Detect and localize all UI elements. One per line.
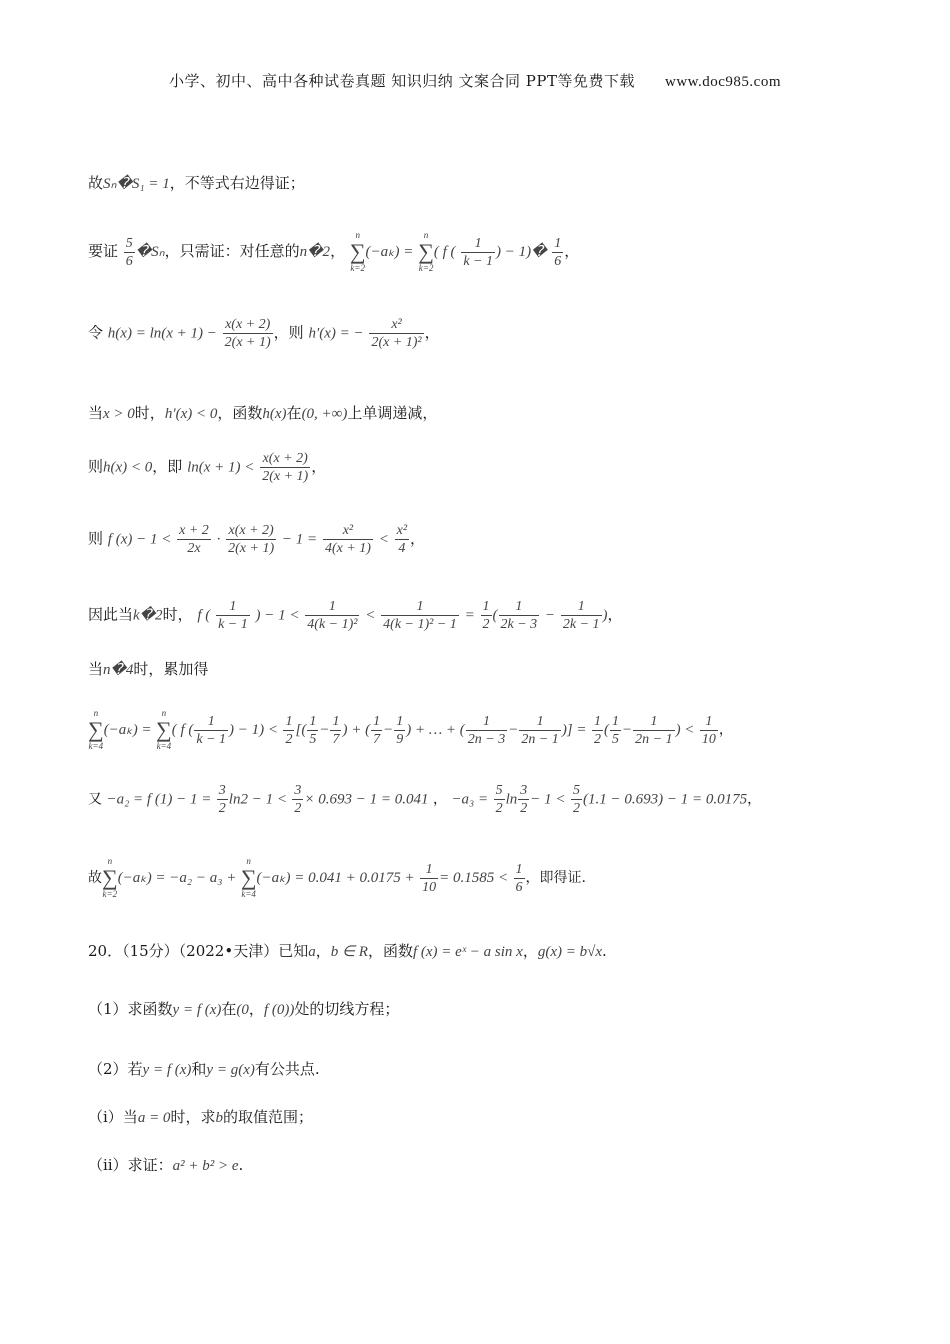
text: 的取值范围； [222, 1108, 313, 1126]
fraction [700, 713, 718, 748]
text: ， [718, 722, 733, 738]
sum-lower: k=2 [350, 263, 365, 273]
summation [418, 230, 434, 274]
proof-line-9 [88, 708, 890, 752]
text: 要证 [88, 242, 119, 260]
math: x > 0 [103, 406, 135, 422]
numerator: 1 [499, 598, 540, 616]
math: a = 0 [137, 1110, 171, 1126]
denominator: 2 [294, 801, 302, 816]
denominator: 10 [422, 879, 437, 895]
math: ) − 1)� [496, 244, 547, 260]
denominator: 2 [495, 801, 503, 816]
math: h′(x) < 0 [164, 406, 218, 422]
math: < [365, 607, 376, 624]
proof-line-2 [88, 230, 890, 274]
summation [102, 856, 118, 900]
denominator: 2 [285, 731, 293, 747]
numerator: x(x + 2) [226, 522, 276, 540]
page-header [0, 70, 950, 91]
text: 上单调递减， [347, 404, 438, 422]
math: a² + b² > e [172, 1158, 239, 1174]
numerator: 1 [554, 235, 562, 251]
text: ， [607, 605, 623, 624]
denominator: 2 [482, 617, 490, 632]
denominator: 2 [520, 801, 528, 816]
denominator: 2(x + 1)² [371, 335, 422, 350]
denominator: 2 [572, 801, 580, 816]
fraction [323, 522, 373, 557]
math: h(x) < 0 [103, 459, 153, 476]
math: ) − 1 < [255, 607, 300, 624]
sigma-symbol: ∑ [418, 239, 434, 264]
math: f ( [197, 607, 211, 624]
numerator: 1 [332, 713, 340, 729]
text: 时，求 [170, 1108, 216, 1126]
math: (−aₖ) = 0.041 + 0.0175 + [256, 870, 415, 886]
math: (−aₖ) = [103, 722, 152, 738]
fraction [494, 782, 505, 817]
numerator: x(x + 2) [223, 316, 273, 334]
sum-lower: k=2 [102, 889, 118, 899]
fraction [610, 713, 621, 748]
math: (−aₖ) = −a₂ − a₃ + [117, 870, 237, 886]
fraction [481, 598, 492, 633]
math: − [544, 607, 556, 624]
denominator: 2 [593, 731, 601, 747]
summation [156, 708, 172, 752]
denominator: 7 [332, 731, 340, 747]
denominator: 5 [611, 731, 619, 747]
summation [88, 708, 104, 752]
text: 令 [88, 323, 104, 342]
math: b ∈ R [330, 944, 368, 960]
text: 有公共点. [254, 1060, 320, 1078]
sum-lower: k=4 [156, 741, 172, 751]
denominator: k − 1 [196, 731, 227, 747]
denominator: k − 1 [218, 617, 248, 632]
text: 20．（15分）（2022•天津）已知 [88, 942, 309, 960]
fraction [394, 713, 405, 748]
math: g(x) = b√x [537, 944, 603, 960]
numerator: 3 [294, 783, 302, 798]
math: − [319, 722, 330, 738]
text: ， [522, 942, 538, 960]
text: （ⅰ）当 [88, 1108, 138, 1126]
math: h′(x) = − [308, 325, 364, 342]
text: 处的切线方程； [294, 1000, 400, 1018]
denominator: 9 [396, 731, 404, 747]
proof-line-11 [88, 856, 890, 900]
math: − [508, 722, 519, 738]
denominator: 4(k − 1)² [307, 617, 358, 632]
math: = [464, 607, 475, 624]
sum-lower: k=4 [88, 741, 104, 751]
text: 时，累加得 [133, 660, 209, 678]
math: h(x) = ln(x + 1) − [107, 325, 217, 342]
fraction [292, 782, 303, 817]
sum-upper: n [423, 230, 429, 240]
math: f (x) − 1 < [107, 531, 172, 548]
text: ，即得证. [525, 870, 586, 886]
denominator: 2x [187, 541, 201, 556]
math: = 0.1585 < [439, 870, 509, 886]
proof-line-5 [88, 450, 890, 485]
math: [( [295, 722, 307, 738]
math: a [308, 944, 316, 960]
text: 则 [88, 457, 104, 476]
proof-line-4 [88, 402, 890, 425]
math: ) − 1) < [229, 722, 279, 738]
header-text: 小学、初中、高中各种试卷真题 知识归纳 文案合同 PPT等免费下载 [168, 72, 635, 90]
math: ln2 − 1 < [228, 791, 287, 808]
denominator: 4(x + 1) [324, 541, 371, 556]
fraction [307, 713, 318, 748]
denominator: 2k − 3 [500, 617, 538, 632]
math: f (x) = eˣ − a sin x [412, 944, 523, 960]
sigma-symbol: ∑ [240, 865, 257, 890]
math: ln [505, 791, 518, 808]
math: ) + ( [342, 722, 371, 738]
proof-line-10 [88, 782, 890, 817]
sum-lower: k=4 [241, 889, 256, 899]
math: − 1 = [281, 531, 318, 548]
summation [350, 230, 366, 274]
denominator: 4 [398, 541, 406, 556]
text: 因此当 [88, 605, 134, 624]
math: Sₙ�S₁ = 1 [103, 176, 170, 192]
text: 时， [162, 605, 193, 624]
math: )] = [561, 722, 587, 738]
math: −a₃ = [451, 791, 489, 808]
math: ) + … + ( [406, 722, 465, 738]
fraction [194, 713, 228, 748]
math: ln(x + 1) < [187, 459, 255, 476]
text: . [602, 942, 607, 960]
numerator: 1 [309, 713, 317, 729]
text: ，只需证：对任意的 [164, 242, 300, 260]
denominator: 6 [515, 879, 523, 895]
proof-line-8 [88, 658, 890, 681]
numerator: 1 [519, 713, 560, 731]
denominator: 2(x + 1) [228, 541, 275, 556]
sum-upper: n [107, 856, 113, 866]
fraction [514, 861, 525, 896]
proof-line-3 [88, 316, 890, 351]
text: 又 [88, 791, 102, 808]
math: y = f (x) [172, 1002, 222, 1018]
problem-20-part-1 [88, 998, 890, 1021]
math: f (0)) [263, 1002, 295, 1018]
numerator: 5 [495, 783, 503, 798]
fraction [552, 235, 563, 270]
math: ( f ( [433, 244, 456, 260]
fraction [461, 235, 495, 270]
denominator: 5 [309, 731, 317, 747]
numerator: 1 [633, 713, 674, 731]
numerator: 1 [466, 713, 507, 731]
text: ，不等式右边得证； [169, 174, 305, 192]
math: h(x) [262, 406, 287, 422]
denominator: 10 [701, 731, 716, 747]
text: 则 [88, 529, 104, 548]
numerator: 1 [561, 598, 602, 616]
denominator: k − 1 [463, 253, 494, 269]
fraction [369, 316, 423, 351]
proof-line-1 [88, 172, 890, 195]
text: ，则 [273, 323, 304, 342]
denominator: 2(x + 1) [262, 469, 309, 484]
sigma-symbol: ∑ [349, 239, 366, 264]
problem-20-part-2i [88, 1106, 890, 1129]
math: ( [603, 722, 609, 738]
math: −a₂ = f (1) − 1 = [106, 791, 212, 808]
header-site-link[interactable]: www.doc985.com [664, 74, 781, 90]
text: ， [311, 457, 327, 476]
fraction [499, 598, 540, 633]
denominator: 6 [125, 253, 133, 269]
fraction [395, 522, 409, 557]
text: ， [432, 791, 447, 808]
denominator: 2n − 1 [635, 731, 673, 747]
math: (−aₖ) = [365, 244, 414, 260]
math: ) < [675, 722, 695, 738]
sum-upper: n [246, 856, 251, 866]
numerator: 1 [373, 713, 381, 729]
text: ， [248, 1000, 264, 1018]
fraction [330, 713, 341, 748]
text: 当 [88, 660, 104, 678]
fraction [381, 598, 459, 633]
denominator: 2k − 1 [562, 617, 600, 632]
math: (0, +∞) [301, 406, 348, 422]
numerator: 5 [572, 783, 580, 798]
fraction [633, 713, 674, 748]
denominator: 2 [218, 801, 226, 816]
math: × 0.693 − 1 = 0.041 [304, 791, 429, 808]
fraction [216, 598, 250, 633]
sigma-symbol: ∑ [102, 865, 118, 890]
text: 故 [88, 870, 102, 886]
fraction [223, 316, 273, 351]
numerator: 5 [125, 235, 133, 251]
text: 在 [221, 1000, 237, 1018]
summation [241, 856, 257, 900]
numerator: 1 [593, 713, 601, 729]
sum-upper: n [161, 708, 167, 718]
numerator: 1 [305, 598, 359, 616]
math: y = g(x) [206, 1062, 255, 1078]
numerator: x(x + 2) [260, 450, 310, 468]
denominator: 2(x + 1) [224, 335, 271, 350]
math: k�2 [133, 607, 163, 624]
math: ( f ( [171, 722, 194, 738]
text: ， [330, 242, 346, 260]
math: − [383, 722, 394, 738]
fraction [518, 782, 529, 817]
math: b [215, 1110, 223, 1126]
text: ，即 [152, 457, 183, 476]
text: 故 [88, 174, 104, 192]
text: ， [747, 791, 762, 808]
text: （2）若 [88, 1060, 143, 1078]
denominator: 6 [554, 253, 562, 269]
numerator: 1 [194, 713, 228, 731]
numerator: 3 [520, 783, 528, 798]
sum-upper: n [355, 230, 360, 240]
text: ， [424, 323, 440, 342]
numerator: 1 [216, 598, 250, 616]
fraction [177, 522, 211, 557]
fraction [519, 713, 560, 748]
numerator: 1 [396, 713, 404, 729]
text: ， [564, 242, 580, 260]
problem-20-statement [88, 940, 890, 963]
numerator: x + 2 [179, 523, 209, 538]
numerator: 1 [700, 713, 718, 731]
text: . [238, 1156, 244, 1174]
denominator: 4(k − 1)² − 1 [383, 617, 457, 632]
numerator: x² [323, 522, 373, 540]
fraction [226, 522, 276, 557]
text: ， [410, 529, 426, 548]
numerator: x² [396, 523, 408, 538]
math: · [216, 531, 221, 548]
fraction [420, 861, 438, 896]
fraction [124, 235, 135, 270]
math: ) [602, 607, 608, 624]
sum-upper: n [93, 708, 99, 718]
text: 在 [286, 404, 302, 422]
numerator: 1 [285, 713, 293, 729]
proof-line-7 [88, 598, 890, 633]
problem-20-part-2ii [88, 1154, 890, 1177]
math: n�2 [299, 244, 331, 260]
numerator: 1 [381, 598, 459, 616]
text: （ⅱ）求证： [88, 1156, 173, 1174]
fraction [592, 713, 603, 748]
problem-20-part-2 [88, 1058, 890, 1081]
math: − [621, 722, 633, 738]
text: （1）求函数 [88, 1000, 173, 1018]
text: ，函数 [367, 942, 413, 960]
numerator: 1 [461, 235, 495, 253]
text: 和 [191, 1060, 207, 1078]
fraction [260, 450, 310, 485]
math: ( [492, 607, 498, 624]
math: �Sₙ [135, 244, 165, 260]
numerator: 1 [515, 861, 523, 877]
fraction [283, 713, 294, 748]
fraction [561, 598, 602, 633]
fraction [466, 713, 507, 748]
numerator: 1 [611, 713, 619, 729]
math: (0 [236, 1002, 249, 1018]
math: n�4 [103, 662, 134, 678]
text: 当 [88, 404, 104, 422]
math: (1.1 − 0.693) − 1 = 0.0175 [582, 791, 748, 808]
proof-line-6 [88, 522, 890, 557]
numerator: 3 [218, 783, 226, 798]
numerator: x² [369, 316, 423, 334]
math: y = f (x) [142, 1062, 192, 1078]
text: ， [315, 942, 331, 960]
text: 时， [134, 404, 165, 422]
denominator: 2n − 1 [521, 731, 559, 747]
numerator: 1 [420, 861, 438, 879]
fraction [371, 713, 382, 748]
sigma-symbol: ∑ [156, 717, 172, 742]
fraction [571, 782, 582, 817]
math: − 1 < [530, 791, 566, 808]
math: < [378, 531, 389, 548]
text: ，函数 [217, 404, 263, 422]
denominator: 2n − 3 [467, 731, 506, 747]
fraction [305, 598, 359, 633]
fraction [217, 782, 228, 817]
sigma-symbol: ∑ [88, 717, 104, 742]
denominator: 7 [373, 731, 381, 747]
sum-lower: k=2 [418, 263, 434, 273]
numerator: 1 [482, 599, 490, 614]
